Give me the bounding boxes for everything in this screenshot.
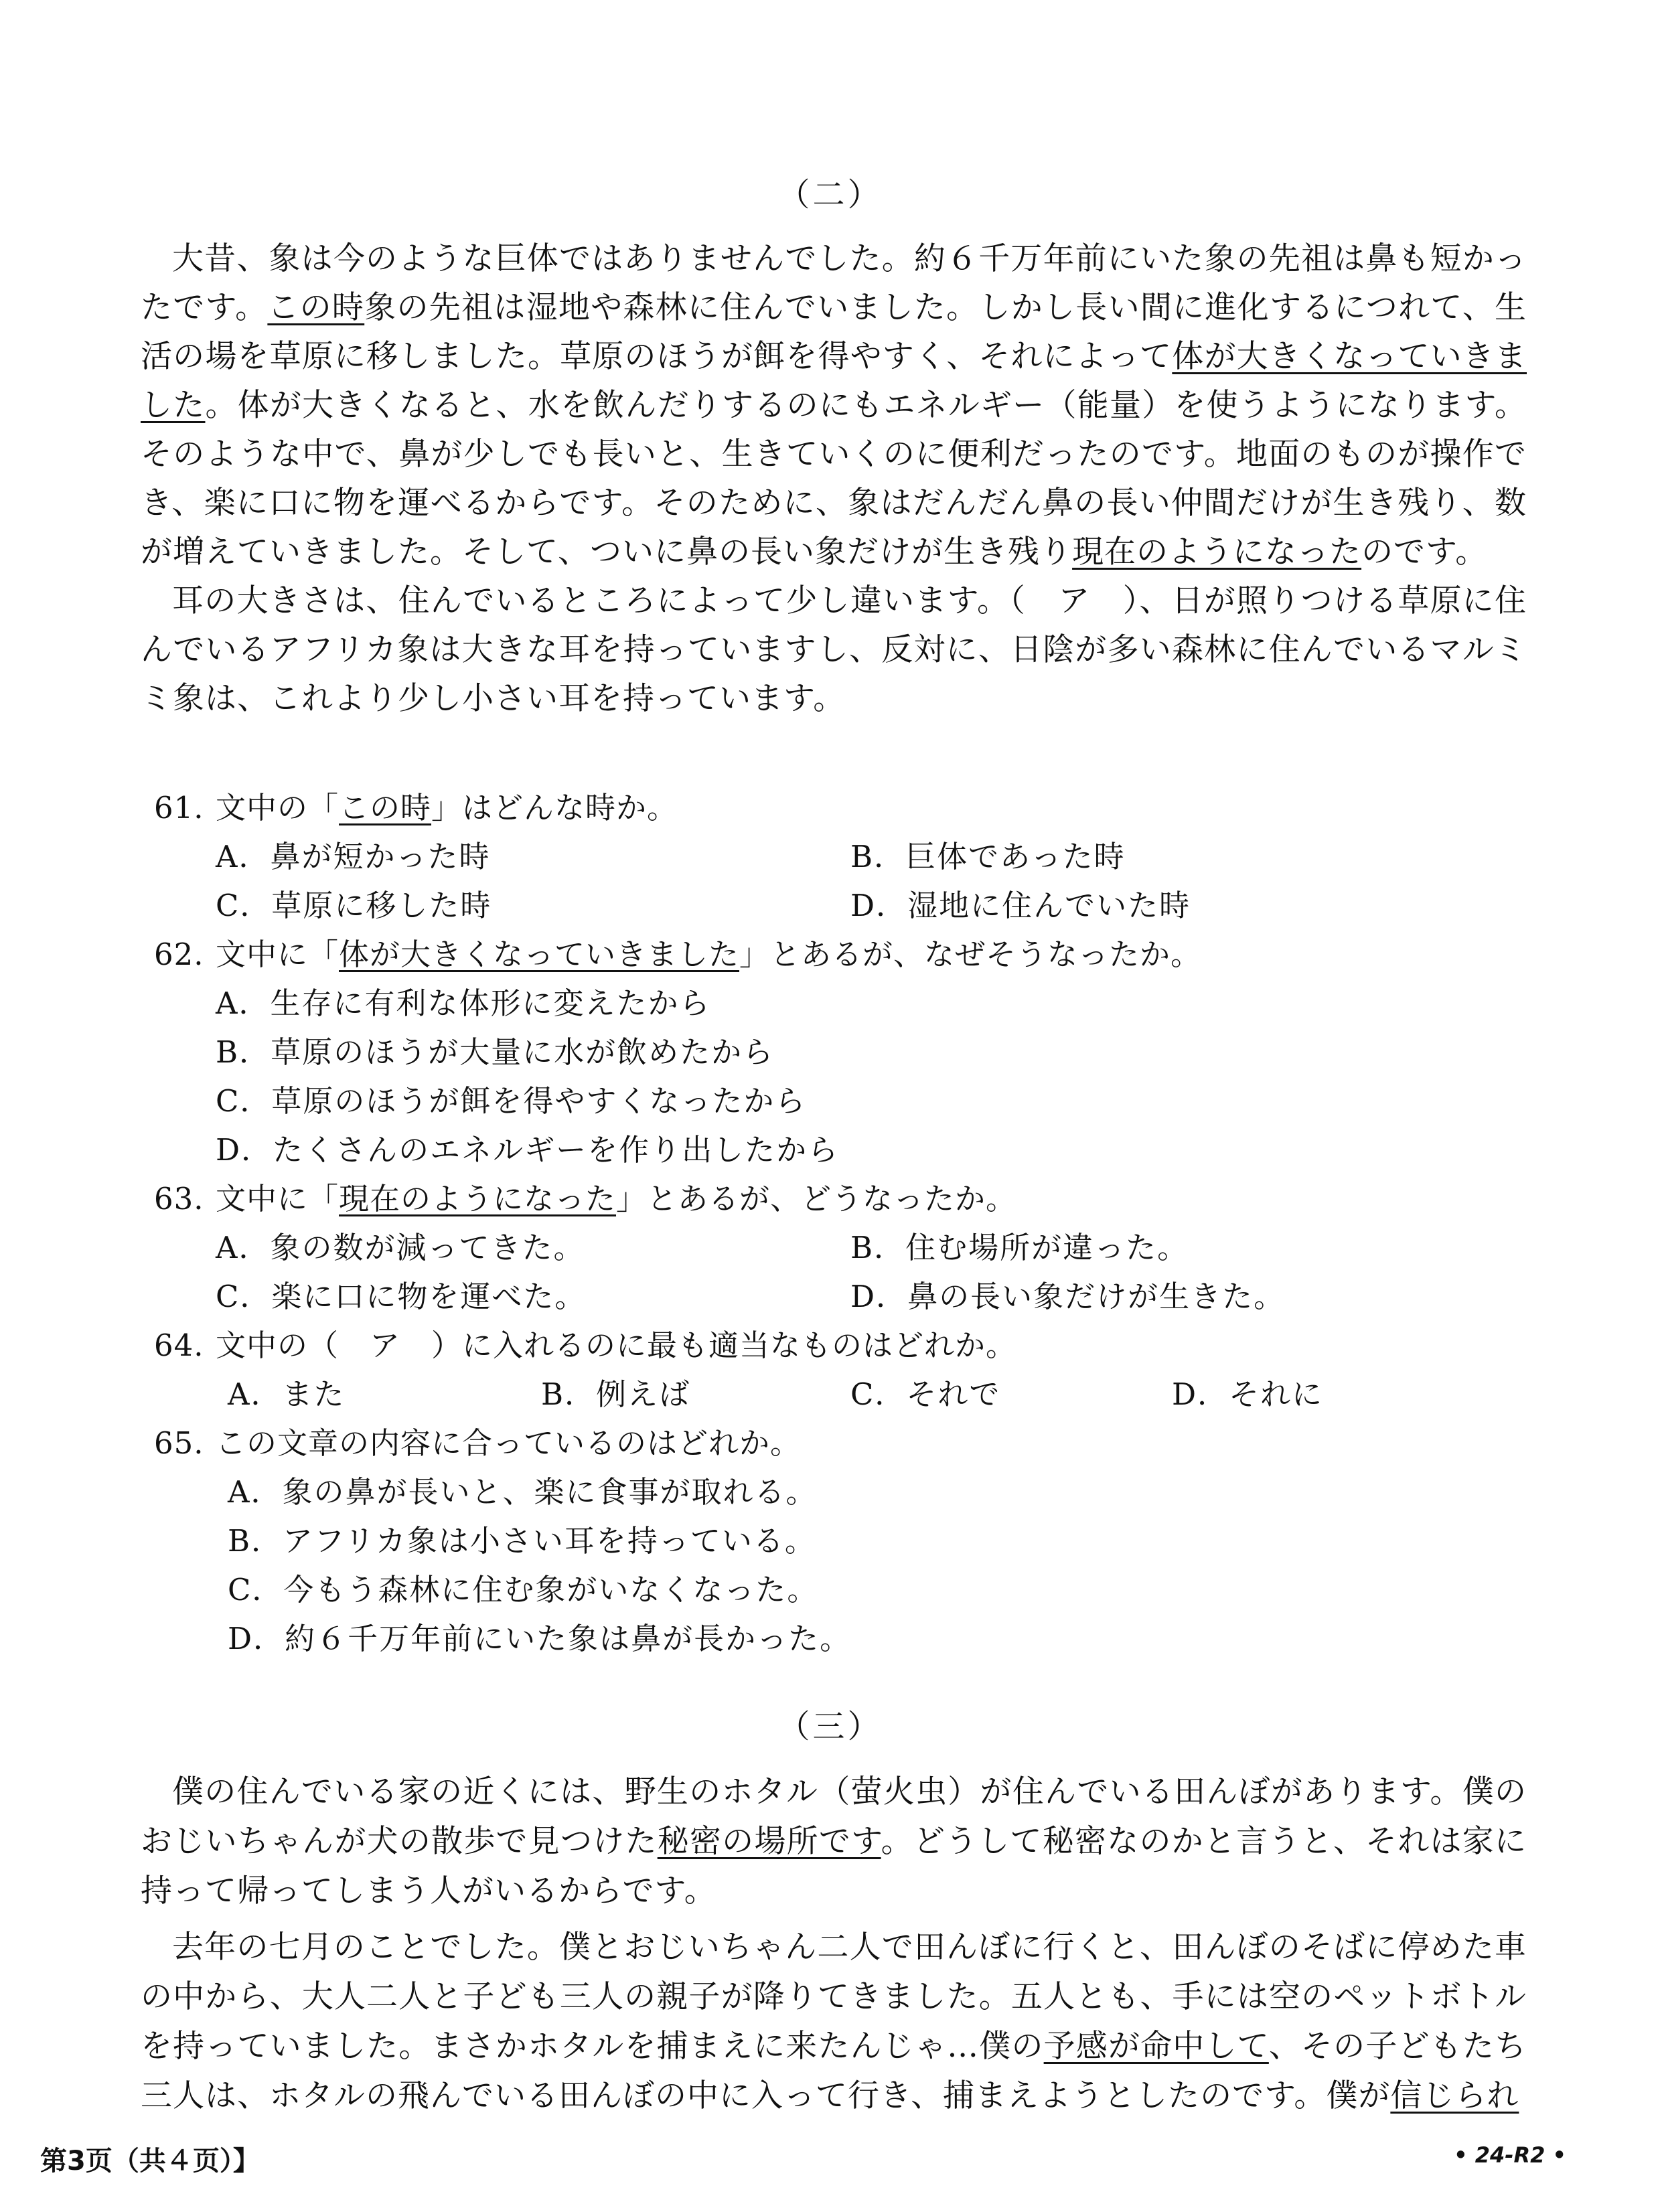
passage-2 bbox=[141, 234, 1527, 723]
passage-3-paragraph-2 bbox=[141, 1923, 1527, 2121]
text: 僕の住んでいる家の近くには、野生のホタル（萤火虫）が住んでいる田んぼがあります。僕のおじいちゃんが犬の散歩で見つけた bbox=[141, 1773, 1527, 1860]
option-63-d: D．鼻の長い象だけが生きた。 bbox=[850, 1279, 1286, 1314]
question-number: 64. bbox=[154, 1328, 204, 1363]
exam-code: • 24-R2 • bbox=[1454, 2142, 1566, 2168]
text: 文中に「 bbox=[216, 937, 339, 972]
option-65-a: A．象の鼻が長いと、楽に食事が取れる。 bbox=[228, 1474, 818, 1510]
option-61-c: C．草原に移した時 bbox=[216, 888, 492, 923]
question-65 bbox=[154, 1419, 801, 1462]
question-64 bbox=[154, 1321, 1016, 1364]
option-64-a: A．また bbox=[228, 1376, 346, 1412]
option-61-a: A．鼻が短かった時 bbox=[216, 839, 491, 874]
option-61-d: D．湿地に住んでいた時 bbox=[850, 888, 1191, 923]
text: 大昔、象は今のような巨体ではありませんでした。約６千万年前にいた象の先祖は鼻も短かったです。 bbox=[141, 240, 1527, 326]
text: 文中に「 bbox=[216, 1181, 339, 1216]
option-64-c: C．それで bbox=[850, 1376, 1001, 1412]
option-64-d: D．それに bbox=[1172, 1376, 1324, 1412]
text: 。どうして秘密なのかと言うと、それは家に持って帰ってしまう人がいるからです。 bbox=[141, 1823, 1527, 1909]
text: のです。 bbox=[1361, 534, 1488, 570]
text: 去年の七月のことでした。僕とおじいちゃん二人で田んぼに行くと、田んぼのそばに停めた車の中から、大人二人と子ども三人の親子が降りてきました。五人とも、手には空のペットボトルを持っていました。まさかホタルを捕まえに来たんじゃ…僕の bbox=[141, 1929, 1527, 2065]
passage-3 bbox=[141, 1767, 1527, 2121]
question-62 bbox=[154, 930, 1201, 973]
text: 」とあるが、なぜそうなったか。 bbox=[739, 937, 1202, 972]
underline-karada-ga-ookiku: 体が大きくなっていきました bbox=[141, 338, 1527, 424]
passage-2-paragraph-2: 耳の大きさは、住んでいるところによって少し違います。（ ア ）、日が照りつける草原に住んでいるアフリカ象は大きな耳を持っていますし、反対に、日陰が多い森林に住んでいるマルミミ象は、これより少し小さい耳を持っています。 bbox=[141, 582, 1527, 717]
option-63-a: A．象の数が減ってきた。 bbox=[216, 1230, 585, 1265]
text: 文中の「 bbox=[216, 790, 339, 825]
question-63 bbox=[154, 1174, 1016, 1218]
option-65-d: D．約６千万年前にいた象は鼻が長かった。 bbox=[228, 1621, 852, 1656]
question-number: 62. bbox=[154, 937, 204, 972]
underline-himitsu-no-basho: 秘密の場所です bbox=[657, 1823, 881, 1860]
text: 」とあるが、どうなったか。 bbox=[616, 1181, 1017, 1216]
text: 象の先祖は湿地や森林に住んでいました。しかし長い間に進化するにつれて、生活の場を草原に移しました。草原のほうが餌を得やすく、それによって bbox=[141, 289, 1527, 375]
question-number: 61. bbox=[154, 790, 204, 825]
text: 」はどんな時か。 bbox=[431, 790, 678, 825]
underline-kono-toki: この時 bbox=[267, 289, 365, 326]
passage-2-paragraph-1 bbox=[141, 234, 1527, 576]
option-65-b: B．アフリカ象は小さい耳を持っている。 bbox=[228, 1523, 816, 1559]
passage-3-paragraph-1 bbox=[141, 1767, 1527, 1916]
option-63-c: C．楽に口に物を運べた。 bbox=[216, 1279, 587, 1314]
option-62-c: C．草原のほうが餌を得やすくなったから bbox=[216, 1083, 807, 1119]
underline-genzai-no-you-ni: 現在のようになった bbox=[1072, 534, 1362, 570]
option-64-b: B．例えば bbox=[541, 1376, 691, 1412]
text: 文中の（ ア ）に入れるのに最も適当なものはどれか。 bbox=[216, 1328, 1017, 1363]
question-number: 65. bbox=[154, 1425, 204, 1461]
section-heading-2: （二） bbox=[777, 176, 883, 214]
text: この文章の内容に合っているのはどれか。 bbox=[216, 1425, 802, 1461]
quoted-underline: 現在のようになった bbox=[339, 1181, 617, 1216]
option-62-b: B．草原のほうが大量に水が飲めたから bbox=[216, 1034, 775, 1070]
text: 、その子どもたち三人は、ホタルの飛んでいる田んぼの中に入って行き、捕まえようとしたのです。僕が bbox=[141, 2028, 1527, 2114]
quoted-underline: この時 bbox=[339, 790, 432, 825]
page-number: 第3页（共４页）】 bbox=[40, 2146, 260, 2177]
option-65-c: C．今もう森林に住む象がいなくなった。 bbox=[228, 1572, 819, 1607]
underline-yokan-ga-meichuu: 予感が命中して bbox=[1043, 2028, 1269, 2065]
option-61-b: B．巨体であった時 bbox=[850, 839, 1126, 874]
underline-shinjirare: 信じられ bbox=[1390, 2077, 1519, 2114]
option-62-a: A．生存に有利な体形に変えたから bbox=[216, 985, 711, 1021]
question-61 bbox=[154, 783, 678, 827]
option-63-b: B．住む場所が違った。 bbox=[850, 1230, 1189, 1265]
section-heading-3: （三） bbox=[777, 1708, 883, 1745]
option-62-d: D．たくさんのエネルギーを作り出したから bbox=[216, 1132, 840, 1168]
quoted-underline: 体が大きくなっていきました bbox=[339, 937, 740, 972]
text: 。体が大きくなると、水を飲んだりするのにもエネルギー（能量）を使うようになります。そのような中で、鼻が少しでも長いと、生きていくのに便利だったのです。地面のものが操作でき、楽に口に物を運べるからです。そのために、象はだんだん鼻の長い仲間だけが生き残り、数が増えていきました。そして、ついに鼻の長い象だけが生き残り bbox=[141, 387, 1527, 570]
question-number: 63. bbox=[154, 1181, 204, 1216]
